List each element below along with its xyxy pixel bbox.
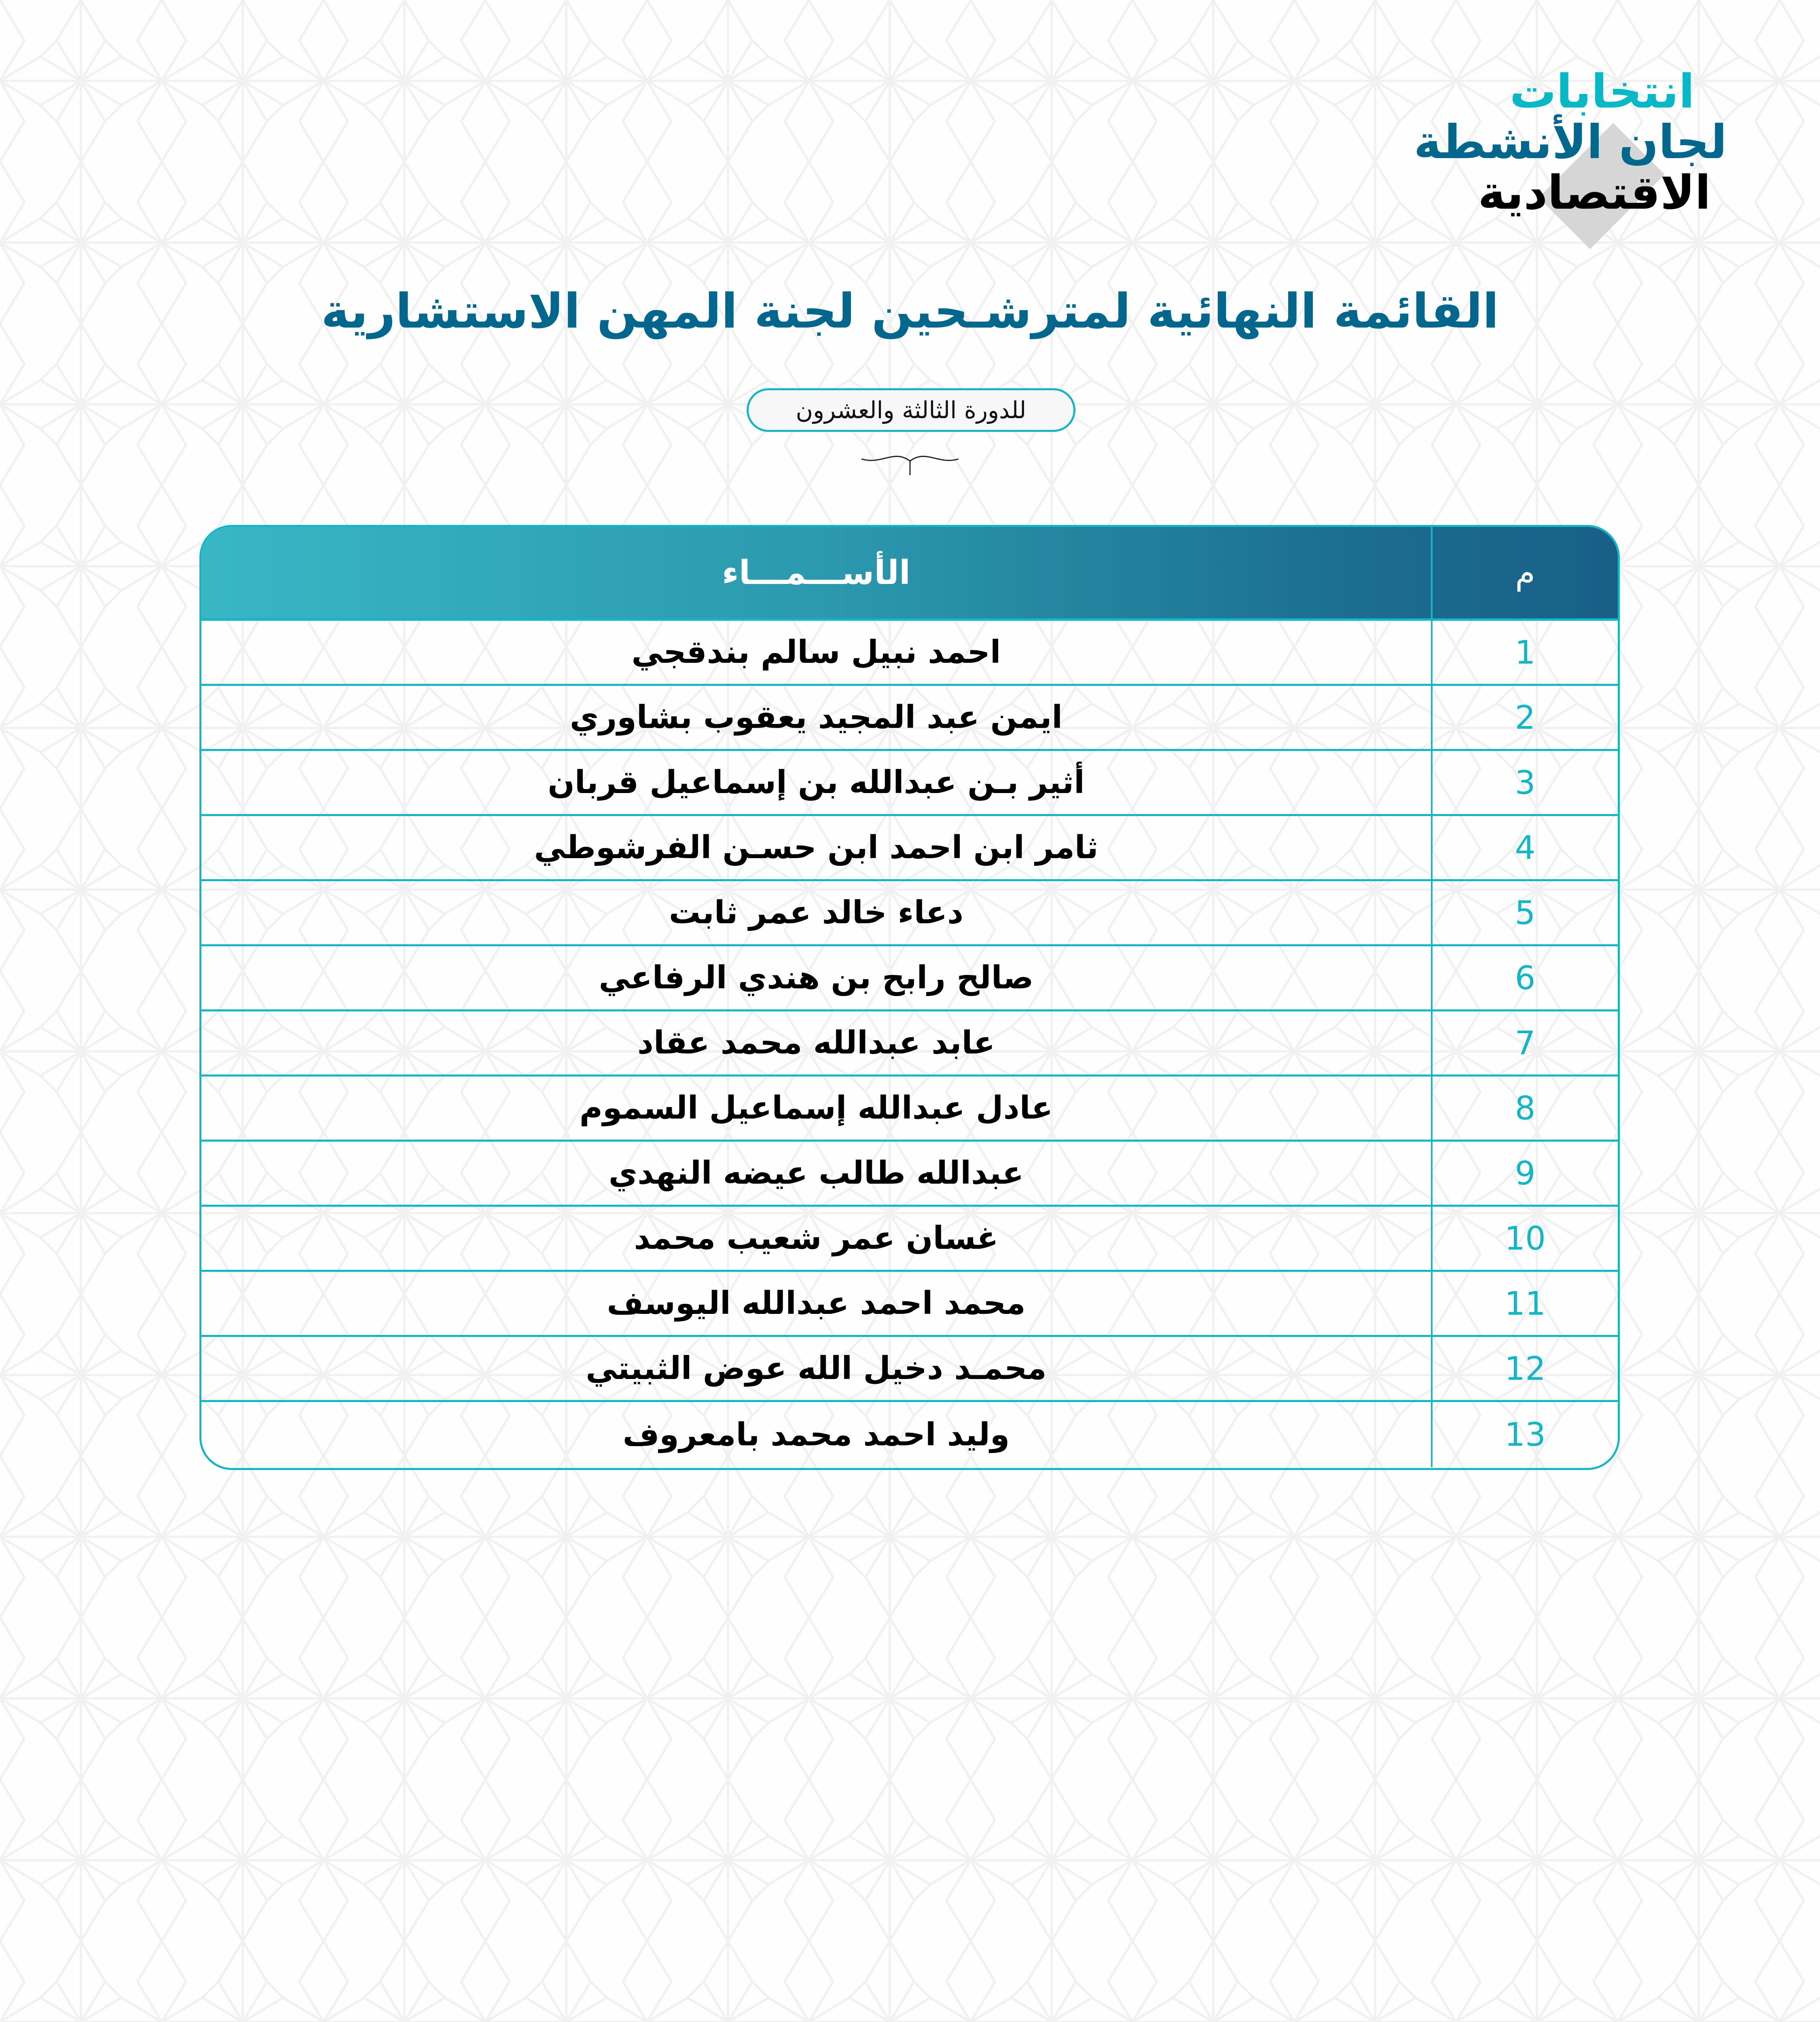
brand-line-committees: لجان الأنشطة: [1414, 115, 1727, 169]
candidate-name: عبدالله طالب عيضه النهدي: [608, 1155, 1024, 1191]
table-body: [201, 621, 1618, 1468]
table-row: [201, 751, 1618, 816]
row-number: 10: [1431, 1207, 1618, 1270]
table-header: [201, 527, 1618, 621]
candidate-name: غسان عمر شعيب محمد: [634, 1220, 999, 1256]
candidate-name: عادل عبدالله إسماعيل السموم: [579, 1090, 1053, 1126]
elections-brand: [1363, 65, 1727, 231]
row-number: 7: [1431, 1011, 1618, 1074]
session-badge: [747, 388, 1075, 432]
column-header-number: م: [1431, 527, 1618, 618]
table-row: [201, 1272, 1618, 1337]
row-number: 13: [1431, 1402, 1618, 1467]
table-row: [201, 816, 1618, 881]
candidate-name: أثير بـن عبدالله بن إسماعيل قربان: [548, 764, 1085, 801]
candidate-name: دعاء خالد عمر ثابت: [669, 895, 964, 931]
candidate-name: محمد احمد عبدالله اليوسف: [607, 1285, 1026, 1322]
column-header-names: الأســـمـــاء: [722, 553, 911, 592]
brand-line-elections: انتخابات: [1509, 65, 1695, 119]
brand-line-economic: الاقتصادية: [1478, 166, 1711, 220]
page-title: القائمة النهائية لمترشـحين لجنة المهن الاستشارية: [321, 283, 1499, 339]
candidate-name: محمـد دخيل الله عوض الثبيتي: [586, 1350, 1047, 1387]
row-number: 12: [1431, 1337, 1618, 1400]
candidate-name: وليد احمد محمد بامعروف: [622, 1416, 1010, 1453]
table-row: [201, 881, 1618, 946]
row-number: 3: [1431, 751, 1618, 814]
row-number: 6: [1431, 946, 1618, 1009]
candidate-name: عابد عبدالله محمد عقاد: [637, 1025, 995, 1061]
row-number: 8: [1431, 1077, 1618, 1140]
table-row: [201, 621, 1618, 686]
table-row: [201, 1077, 1618, 1142]
table-row: [201, 946, 1618, 1011]
table-row: [201, 1011, 1618, 1077]
table-row: [201, 1207, 1618, 1272]
table-row: [201, 1142, 1618, 1207]
table-row: [201, 1337, 1618, 1402]
ornament-divider-icon: [857, 449, 963, 477]
row-number: 9: [1431, 1142, 1618, 1205]
row-number: 11: [1431, 1272, 1618, 1335]
row-number: 5: [1431, 881, 1618, 944]
row-number: 2: [1431, 686, 1618, 749]
candidate-name: ثامر ابن احمد ابن حسـن الفرشوطي: [534, 829, 1098, 866]
candidate-name: ايمن عبد المجيد يعقوب بشاوري: [569, 699, 1063, 736]
row-number: 1: [1431, 621, 1618, 684]
candidates-table: [199, 525, 1620, 1470]
candidate-name: صالح رابح بن هندي الرفاعي: [599, 960, 1034, 996]
table-row: [201, 686, 1618, 751]
session-badge-label: للدورة الثالثة والعشرون: [796, 396, 1026, 424]
row-number: 4: [1431, 816, 1618, 879]
candidate-name: احمد نبيل سالم بندقجي: [631, 634, 1001, 670]
table-row: [201, 1402, 1618, 1467]
